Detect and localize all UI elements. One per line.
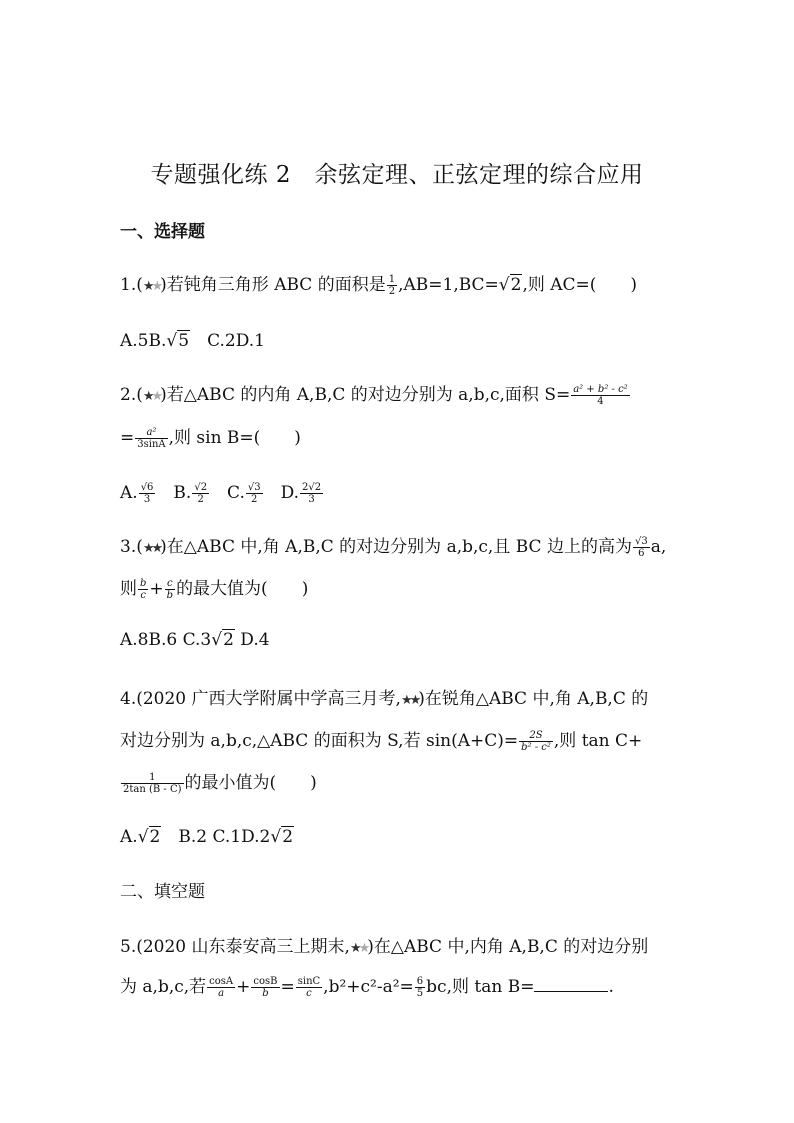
fraction: $\frac{\sin C}{c}$ <box>297 975 321 999</box>
fraction: $\frac{\text{a²}}{3\sin A}$ <box>137 426 166 450</box>
question-3-line-2: 则 $\frac{b}{c}$ + $\frac{c}{b}$ 的最大值为( ) <box>120 577 309 601</box>
fraction: $\frac{2√2}{3}$ <box>302 481 322 505</box>
section-choice-heading: 一、选择题 <box>120 222 205 242</box>
question-1: 1.(★★)若钝角三角形 ABC 的面积是 $\frac{1}{2}$ ,AB=1,BC=√2,则 AC=( ) <box>120 273 638 297</box>
fraction: $\frac{√2}{2}$ <box>194 481 208 505</box>
fraction: $\frac{b}{c}$ <box>140 577 147 601</box>
question-4-options: A.√2 B.2 C.1D.2√2 <box>120 827 294 847</box>
question-1-options: A.5B.√5 C.2D.1 <box>120 331 265 351</box>
fraction: $\frac{6}{5}$ <box>416 975 424 999</box>
question-4: 4.(2020 广西大学附属中学高三月考,★★)在锐角△ABC 中,角 A,B,C 的 <box>120 689 649 709</box>
question-5-line-2: 为 a,b,c,若 $\frac{\cos A}{a}$ + $\frac{\cos B}{b}$ = $\frac{\sin C}{c}$ ,b²+c²-a²= $\frac{6}{5}$ bc,则 tan B= . <box>120 975 614 999</box>
fraction: $\frac{√6}{3}$ <box>140 481 154 505</box>
answer-blank[interactable] <box>534 977 608 992</box>
difficulty-star-icon: ★★ <box>142 389 161 404</box>
question-2-line-2: = $\frac{\text{a²}}{3\sin A}$ ,则 sin B=( ) <box>120 426 301 450</box>
question-4-line-3: $\frac{1}{2\tan (B - C)}$ 的最小值为( ) <box>123 771 317 795</box>
fraction: $\frac{√3}{6}$ <box>634 535 648 559</box>
fraction: $\frac{√3}{2}$ <box>247 481 261 505</box>
section-fill-heading: 二、填空题 <box>120 882 205 902</box>
fraction: $\frac{1}{2\tan (B - C)}$ <box>123 771 182 795</box>
fraction: $\frac{2S}{\text{b² - c²}}$ <box>521 729 551 753</box>
difficulty-star-icon: ★★ <box>349 941 368 956</box>
sqrt: √2 <box>137 827 161 847</box>
sqrt: √2 <box>498 275 522 295</box>
fraction: $\frac{\cos B}{b}$ <box>253 975 278 999</box>
fraction: $\frac{\cos A}{a}$ <box>209 975 234 999</box>
question-4-line-2: 对边分别为 a,b,c,△ABC 的面积为 S,若 sin(A+C)= $\frac{2S}{\text{b² - c²}}$ ,则 tan C+ <box>120 729 643 753</box>
question-3-options: A.8B.6 C.3√2 D.4 <box>120 630 270 650</box>
sqrt: √5 <box>166 331 190 351</box>
fraction: $\frac{1}{2}$ <box>388 273 396 297</box>
difficulty-star-icon: ★★ <box>400 693 419 708</box>
question-2: 2.(★★)若△ABC 的内角 A,B,C 的对边分别为 a,b,c,面积 S= $\frac{\text{a² + b² - c²}}{4}$ <box>120 383 628 407</box>
fraction: $\frac{c}{b}$ <box>166 577 174 601</box>
fraction: $\frac{\text{a² + b² - c²}}{4}$ <box>573 383 628 407</box>
difficulty-star-icon: ★★ <box>142 279 161 294</box>
sqrt: √2 <box>211 630 234 650</box>
difficulty-star-icon: ★★ <box>142 541 161 556</box>
question-3: 3.(★★)在△ABC 中,角 A,B,C 的对边分别为 a,b,c,且 BC 边上的高为 $\frac{√3}{6}$ a, <box>120 535 667 559</box>
page-title: 专题强化练 2 余弦定理、正弦定理的综合应用 <box>150 162 644 188</box>
question-5: 5.(2020 山东泰安高三上期末,★★)在△ABC 中,内角 A,B,C 的对边分别 <box>120 937 649 957</box>
sqrt: √2 <box>270 827 294 847</box>
question-2-options: A. $\frac{√6}{3}$ B. $\frac{√2}{2}$ C. $\frac{√3}{2}$ D. $\frac{2√2}{3}$ <box>120 481 322 505</box>
